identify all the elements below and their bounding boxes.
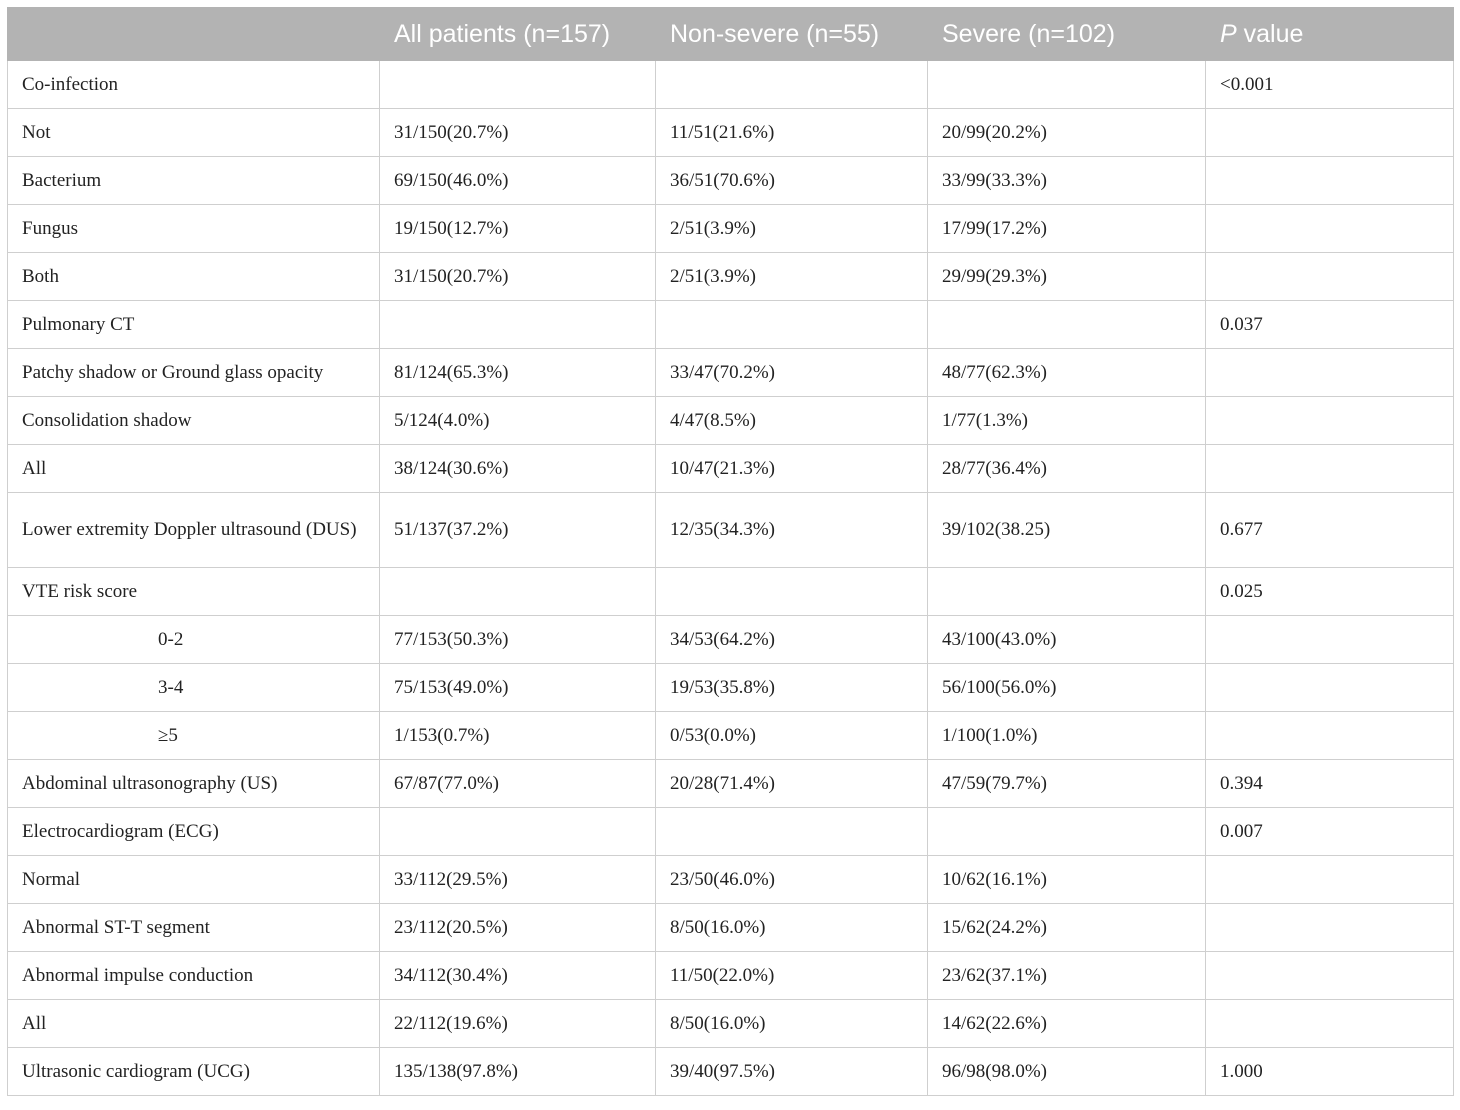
row-label: Ultrasonic cardiogram (UCG) bbox=[8, 1048, 380, 1096]
table-row bbox=[8, 445, 1454, 493]
cell-nonsevere: 2/51(3.9%) bbox=[656, 253, 928, 301]
results-table bbox=[7, 7, 1454, 1096]
cell-p: 0.007 bbox=[1206, 808, 1454, 856]
cell-all bbox=[380, 301, 656, 349]
cell-p: <0.001 bbox=[1206, 61, 1454, 109]
cell-p bbox=[1206, 253, 1454, 301]
cell-severe: 47/59(79.7%) bbox=[928, 760, 1206, 808]
cell-severe: 96/98(98.0%) bbox=[928, 1048, 1206, 1096]
table-row bbox=[8, 205, 1454, 253]
cell-all: 1/153(0.7%) bbox=[380, 712, 656, 760]
row-label: Abnormal impulse conduction bbox=[8, 952, 380, 1000]
header-p-rest: value bbox=[1236, 19, 1304, 48]
table-row bbox=[8, 493, 1454, 568]
cell-p: 0.037 bbox=[1206, 301, 1454, 349]
cell-nonsevere: 20/28(71.4%) bbox=[656, 760, 928, 808]
table-row bbox=[8, 760, 1454, 808]
cell-severe: 20/99(20.2%) bbox=[928, 109, 1206, 157]
row-label: Lower extremity Doppler ultrasound (DUS) bbox=[8, 493, 380, 568]
cell-all: 34/112(30.4%) bbox=[380, 952, 656, 1000]
cell-severe: 56/100(56.0%) bbox=[928, 664, 1206, 712]
cell-all: 31/150(20.7%) bbox=[380, 109, 656, 157]
table-row bbox=[8, 1048, 1454, 1096]
table-row bbox=[8, 349, 1454, 397]
cell-nonsevere bbox=[656, 301, 928, 349]
cell-nonsevere: 12/35(34.3%) bbox=[656, 493, 928, 568]
row-label: All bbox=[8, 445, 380, 493]
cell-severe: 23/62(37.1%) bbox=[928, 952, 1206, 1000]
row-label: Electrocardiogram (ECG) bbox=[8, 808, 380, 856]
cell-all: 135/138(97.8%) bbox=[380, 1048, 656, 1096]
header-non-severe: Non-severe (n=55) bbox=[656, 8, 928, 61]
cell-severe: 28/77(36.4%) bbox=[928, 445, 1206, 493]
cell-all: 22/112(19.6%) bbox=[380, 1000, 656, 1048]
cell-p bbox=[1206, 445, 1454, 493]
row-label: Fungus bbox=[8, 205, 380, 253]
cell-p: 0.394 bbox=[1206, 760, 1454, 808]
cell-severe: 17/99(17.2%) bbox=[928, 205, 1206, 253]
cell-p bbox=[1206, 109, 1454, 157]
cell-p bbox=[1206, 904, 1454, 952]
cell-p bbox=[1206, 1000, 1454, 1048]
table-row bbox=[8, 397, 1454, 445]
row-label: Bacterium bbox=[8, 157, 380, 205]
row-label: Patchy shadow or Ground glass opacity bbox=[8, 349, 380, 397]
cell-severe: 10/62(16.1%) bbox=[928, 856, 1206, 904]
cell-all: 81/124(65.3%) bbox=[380, 349, 656, 397]
table-row bbox=[8, 61, 1454, 109]
cell-p bbox=[1206, 952, 1454, 1000]
cell-severe: 39/102(38.25) bbox=[928, 493, 1206, 568]
cell-nonsevere: 10/47(21.3%) bbox=[656, 445, 928, 493]
data-table-container bbox=[7, 7, 1453, 1096]
cell-nonsevere bbox=[656, 61, 928, 109]
cell-nonsevere: 2/51(3.9%) bbox=[656, 205, 928, 253]
cell-nonsevere: 34/53(64.2%) bbox=[656, 616, 928, 664]
table-row bbox=[8, 616, 1454, 664]
cell-severe bbox=[928, 808, 1206, 856]
cell-nonsevere: 8/50(16.0%) bbox=[656, 1000, 928, 1048]
cell-p: 0.025 bbox=[1206, 568, 1454, 616]
cell-severe: 33/99(33.3%) bbox=[928, 157, 1206, 205]
table-row bbox=[8, 301, 1454, 349]
cell-p bbox=[1206, 349, 1454, 397]
cell-severe: 15/62(24.2%) bbox=[928, 904, 1206, 952]
cell-nonsevere bbox=[656, 568, 928, 616]
table-row bbox=[8, 109, 1454, 157]
cell-severe: 29/99(29.3%) bbox=[928, 253, 1206, 301]
row-label: Abdominal ultrasonography (US) bbox=[8, 760, 380, 808]
row-label: Co-infection bbox=[8, 61, 380, 109]
table-row bbox=[8, 952, 1454, 1000]
table-row bbox=[8, 904, 1454, 952]
cell-p bbox=[1206, 205, 1454, 253]
cell-all: 23/112(20.5%) bbox=[380, 904, 656, 952]
cell-p: 1.000 bbox=[1206, 1048, 1454, 1096]
table-row bbox=[8, 856, 1454, 904]
cell-nonsevere: 36/51(70.6%) bbox=[656, 157, 928, 205]
cell-nonsevere: 23/50(46.0%) bbox=[656, 856, 928, 904]
cell-severe: 1/100(1.0%) bbox=[928, 712, 1206, 760]
header-all-patients: All patients (n=157) bbox=[380, 8, 656, 61]
cell-p bbox=[1206, 664, 1454, 712]
row-label: All bbox=[8, 1000, 380, 1048]
cell-all: 77/153(50.3%) bbox=[380, 616, 656, 664]
cell-severe: 48/77(62.3%) bbox=[928, 349, 1206, 397]
row-label: Pulmonary CT bbox=[8, 301, 380, 349]
cell-all: 69/150(46.0%) bbox=[380, 157, 656, 205]
cell-all: 38/124(30.6%) bbox=[380, 445, 656, 493]
cell-all: 51/137(37.2%) bbox=[380, 493, 656, 568]
cell-nonsevere: 11/51(21.6%) bbox=[656, 109, 928, 157]
cell-all: 33/112(29.5%) bbox=[380, 856, 656, 904]
header-p-value bbox=[1206, 8, 1454, 61]
cell-severe bbox=[928, 568, 1206, 616]
cell-severe bbox=[928, 61, 1206, 109]
table-row bbox=[8, 253, 1454, 301]
cell-p bbox=[1206, 856, 1454, 904]
table-row bbox=[8, 664, 1454, 712]
row-label: Abnormal ST-T segment bbox=[8, 904, 380, 952]
table-row bbox=[8, 157, 1454, 205]
cell-p bbox=[1206, 397, 1454, 445]
row-label: 3-4 bbox=[8, 664, 380, 712]
cell-severe: 43/100(43.0%) bbox=[928, 616, 1206, 664]
cell-nonsevere: 0/53(0.0%) bbox=[656, 712, 928, 760]
row-label: Normal bbox=[8, 856, 380, 904]
cell-nonsevere: 19/53(35.8%) bbox=[656, 664, 928, 712]
cell-all bbox=[380, 61, 656, 109]
table-row bbox=[8, 1000, 1454, 1048]
row-label: Both bbox=[8, 253, 380, 301]
cell-p bbox=[1206, 616, 1454, 664]
row-label: VTE risk score bbox=[8, 568, 380, 616]
cell-severe: 14/62(22.6%) bbox=[928, 1000, 1206, 1048]
row-label: 0-2 bbox=[8, 616, 380, 664]
table-row bbox=[8, 712, 1454, 760]
cell-all bbox=[380, 568, 656, 616]
cell-severe bbox=[928, 301, 1206, 349]
cell-all: 75/153(49.0%) bbox=[380, 664, 656, 712]
cell-nonsevere: 11/50(22.0%) bbox=[656, 952, 928, 1000]
header-severe: Severe (n=102) bbox=[928, 8, 1206, 61]
row-label: Not bbox=[8, 109, 380, 157]
row-label: Consolidation shadow bbox=[8, 397, 380, 445]
cell-p bbox=[1206, 712, 1454, 760]
cell-all bbox=[380, 808, 656, 856]
cell-nonsevere: 39/40(97.5%) bbox=[656, 1048, 928, 1096]
cell-p: 0.677 bbox=[1206, 493, 1454, 568]
cell-nonsevere: 33/47(70.2%) bbox=[656, 349, 928, 397]
cell-all: 5/124(4.0%) bbox=[380, 397, 656, 445]
cell-all: 67/87(77.0%) bbox=[380, 760, 656, 808]
cell-all: 31/150(20.7%) bbox=[380, 253, 656, 301]
table-row bbox=[8, 568, 1454, 616]
header-variable bbox=[8, 8, 380, 61]
header-p-italic: P bbox=[1220, 19, 1237, 48]
cell-nonsevere: 4/47(8.5%) bbox=[656, 397, 928, 445]
cell-all: 19/150(12.7%) bbox=[380, 205, 656, 253]
cell-severe: 1/77(1.3%) bbox=[928, 397, 1206, 445]
header-row bbox=[8, 8, 1454, 61]
table-row bbox=[8, 808, 1454, 856]
row-label: ≥5 bbox=[8, 712, 380, 760]
cell-nonsevere bbox=[656, 808, 928, 856]
cell-nonsevere: 8/50(16.0%) bbox=[656, 904, 928, 952]
cell-p bbox=[1206, 157, 1454, 205]
